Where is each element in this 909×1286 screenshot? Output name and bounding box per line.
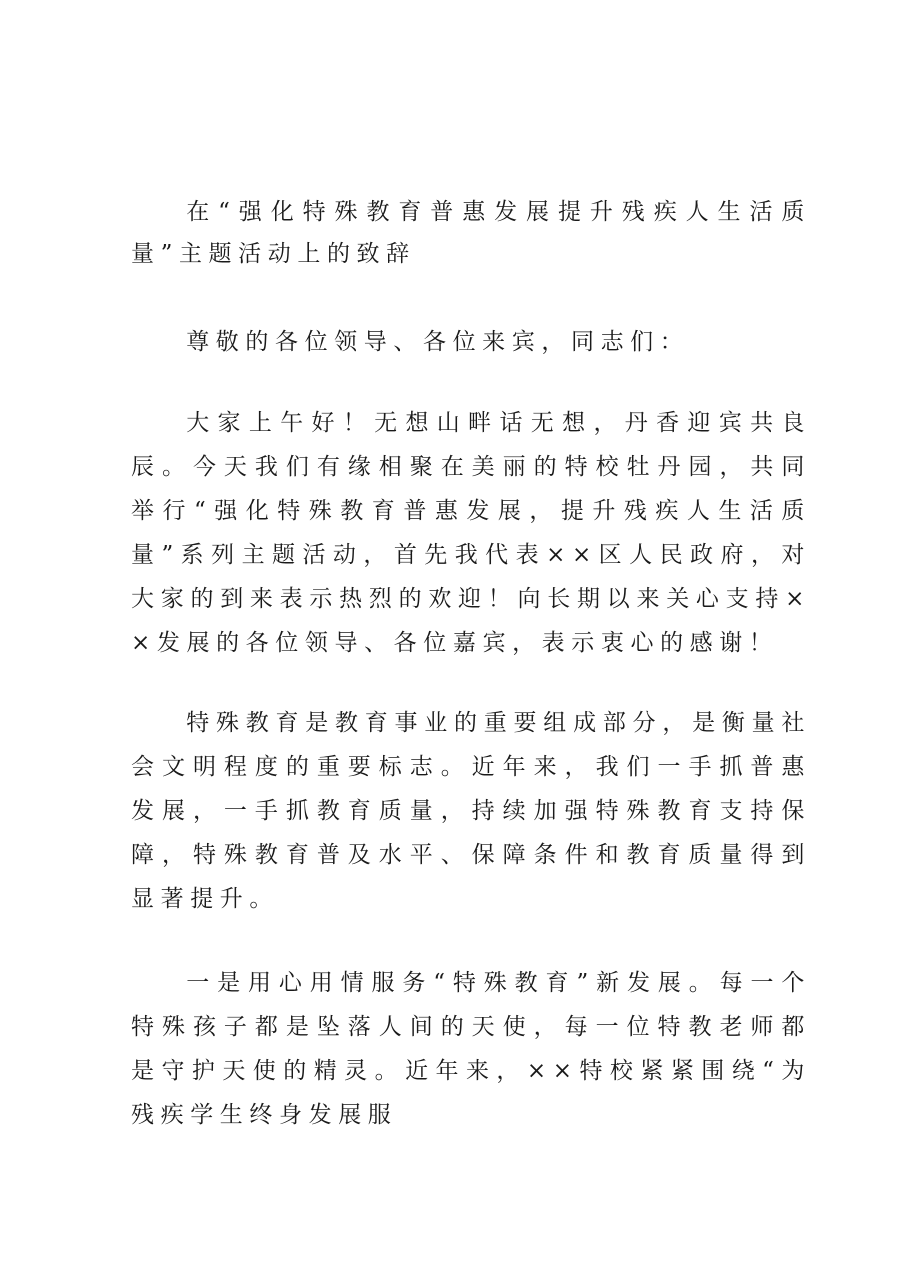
document-title: 在“强化特殊教育普惠发展提升残疾人生活质量”主题活动上的致辞	[131, 199, 811, 267]
document-body	[131, 191, 811, 1137]
paragraph-first-point: 一是用心用情服务“特殊教育”新发展。每一个特殊孩子都是坠落人间的天使，每一位特教老师都是守护天使的精灵。近年来，××特校紧紧围绕“为残疾学生终身发展服	[131, 970, 811, 1128]
paragraph-welcome: 大家上午好！无想山畔话无想，丹香迎宾共良辰。今天我们有缘相聚在美丽的特校牡丹园，共同举行“强化特殊教育普惠发展，提升残疾人生活质量”系列主题活动，首先我代表××区人民政府，对大家的到来表示热烈的欢迎！向长期以来关心支持××发展的各位领导、各位嘉宾，表示衷心的感谢！	[131, 410, 811, 656]
paragraph-special-education: 特殊教育是教育事业的重要组成部分，是衡量社会文明程度的重要标志。近年来，我们一手抓普惠发展，一手抓教育质量，持续加强特殊教育支持保障，特殊教育普及水平、保障条件和教育质量得到显著提升。	[131, 710, 811, 912]
greeting-line: 尊敬的各位领导、各位来宾，同志们：	[186, 329, 690, 355]
